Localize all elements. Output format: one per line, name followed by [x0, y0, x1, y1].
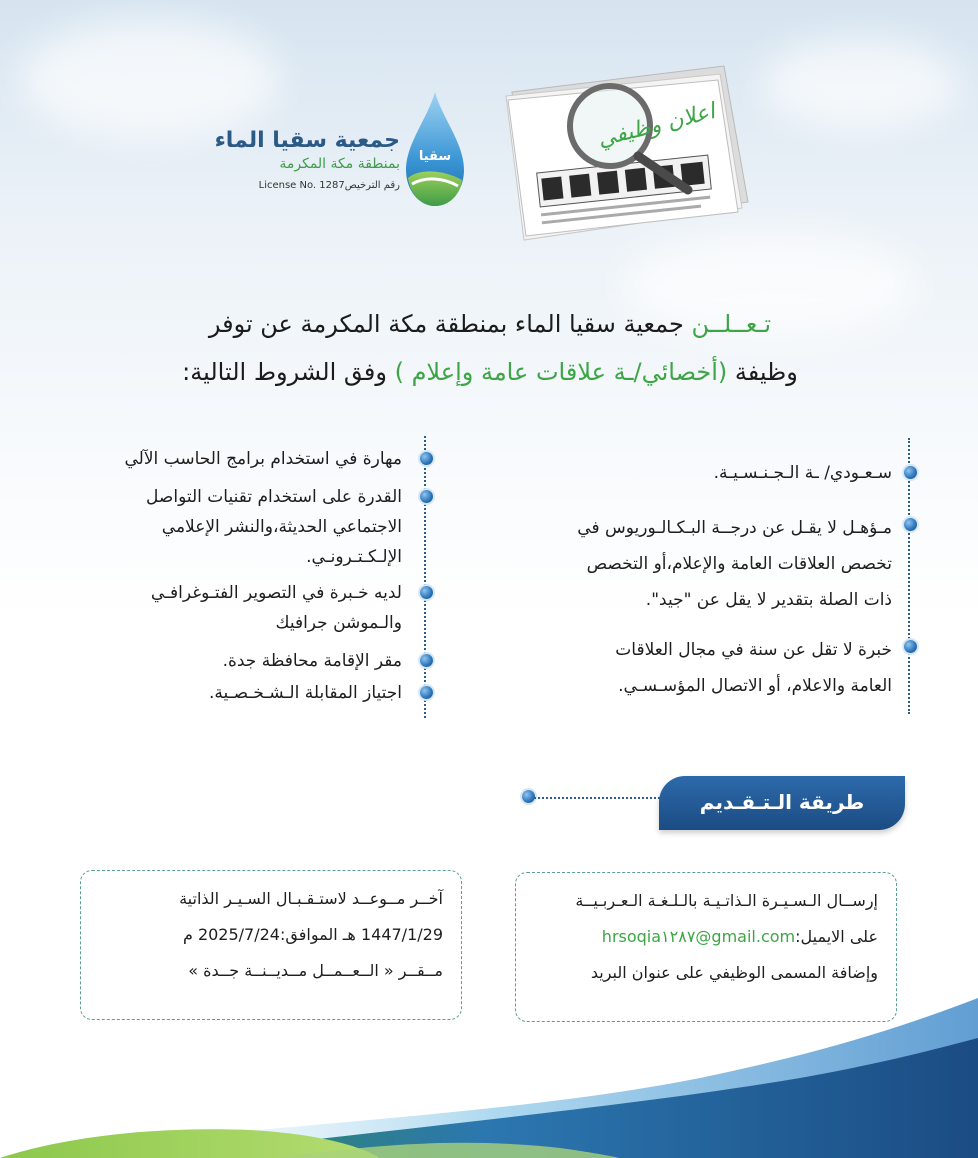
- announcement-line-1: [100, 300, 880, 348]
- bullet-icon: [420, 452, 433, 465]
- condition-item: القدرة على استخدام تقنيات التواصل الاجتماعي الحديثة،والنشر الإعلامي الإلـكـتـرونـي.: [60, 482, 436, 572]
- deadline-line-1: آخــر مــوعــد لاستـقـبـال السـيـر الذاتية: [179, 889, 443, 908]
- announcement-line-2-start: وظيفة: [734, 358, 798, 386]
- announcement-text: [100, 300, 880, 396]
- deadline-date: 1447/1/29 هـ الموافق:2025/7/24 م: [182, 925, 443, 944]
- newspaper-headline: اعلان وظيفي: [595, 99, 718, 153]
- bullet-icon: [420, 586, 433, 599]
- condition-item: خبرة لا تقل عن سنة في مجال العلاقات العامة والاعلام، أو الاتصال المؤسـسـي.: [490, 632, 920, 704]
- water-drop-icon: [400, 88, 470, 213]
- apply-line-1: إرســال الـسـيـرة الـذاتـيـة بالـلـغـة الـعـربـيــة: [575, 891, 878, 910]
- condition-item: مـؤهـل لا يقـل عن درجــة البـكـالـوريوس في تخصص العلاقات العامة والإعلام،أو التخصص ذات الصلة بتقدير لا يقل عن "جيد".: [490, 510, 920, 618]
- condition-item: اجتياز المقابلة الـشـخـصـية.: [60, 678, 436, 708]
- job-title: (أخصائي/ـة علاقات عامة وإعلام ): [394, 358, 728, 386]
- organization-region: بمنطقة مكة المكرمة: [279, 156, 400, 172]
- organization-name: جمعية سقيا الماء: [214, 128, 400, 153]
- emblem-text: سقيا: [418, 149, 452, 164]
- conditions-column-right: [490, 438, 920, 714]
- bullet-icon: [904, 466, 917, 479]
- background-cloud: [760, 40, 960, 130]
- apply-line-3: وإضافة المسمى الوظيفي على عنوان البريد: [590, 963, 878, 982]
- application-method-header: [520, 776, 905, 832]
- email-label: على الايميل:: [795, 927, 878, 946]
- announce-word: تـعــلــن: [691, 310, 772, 338]
- newspaper-illustration: [498, 52, 750, 244]
- license-en: License No. 1287: [258, 180, 345, 191]
- work-location: مــقــر « الــعــمــل مــديــنــة جــدة »: [188, 961, 443, 980]
- announcement-line-1-rest: جمعية سقيا الماء بمنطقة مكة المكرمة عن توفر: [208, 310, 684, 338]
- condition-item: مقر الإقامة محافظة جدة.: [60, 646, 436, 676]
- condition-item: سـعـودي/ ـة الـجـنـسـيـة.: [490, 458, 920, 488]
- announcement-line-2: [100, 348, 880, 396]
- conditions-column-left: [60, 436, 436, 718]
- decorative-waves: [0, 998, 978, 1158]
- organization-logo: [210, 88, 470, 213]
- email-link[interactable]: hrsoqia١٢٨٧@gmail.com: [601, 927, 796, 946]
- bullet-icon: [420, 686, 433, 699]
- license-number: [259, 180, 400, 191]
- bullet-icon: [420, 490, 433, 503]
- condition-item: مهارة في استخدام برامج الحاسب الآلي: [60, 444, 436, 474]
- bullet-icon: [904, 640, 917, 653]
- announcement-line-2-end: وفق الشروط التالية:: [182, 358, 387, 386]
- condition-item: لديه خـبرة في التصوير الفتـوغرافـي والـموشن جرافيك: [60, 578, 436, 638]
- license-label: رقم الترخيص: [344, 180, 400, 191]
- application-method-title: طريقة الـتـقـديم: [659, 776, 905, 830]
- bullet-icon: [420, 654, 433, 667]
- bullet-icon: [904, 518, 917, 531]
- apply-line-2: [534, 919, 878, 955]
